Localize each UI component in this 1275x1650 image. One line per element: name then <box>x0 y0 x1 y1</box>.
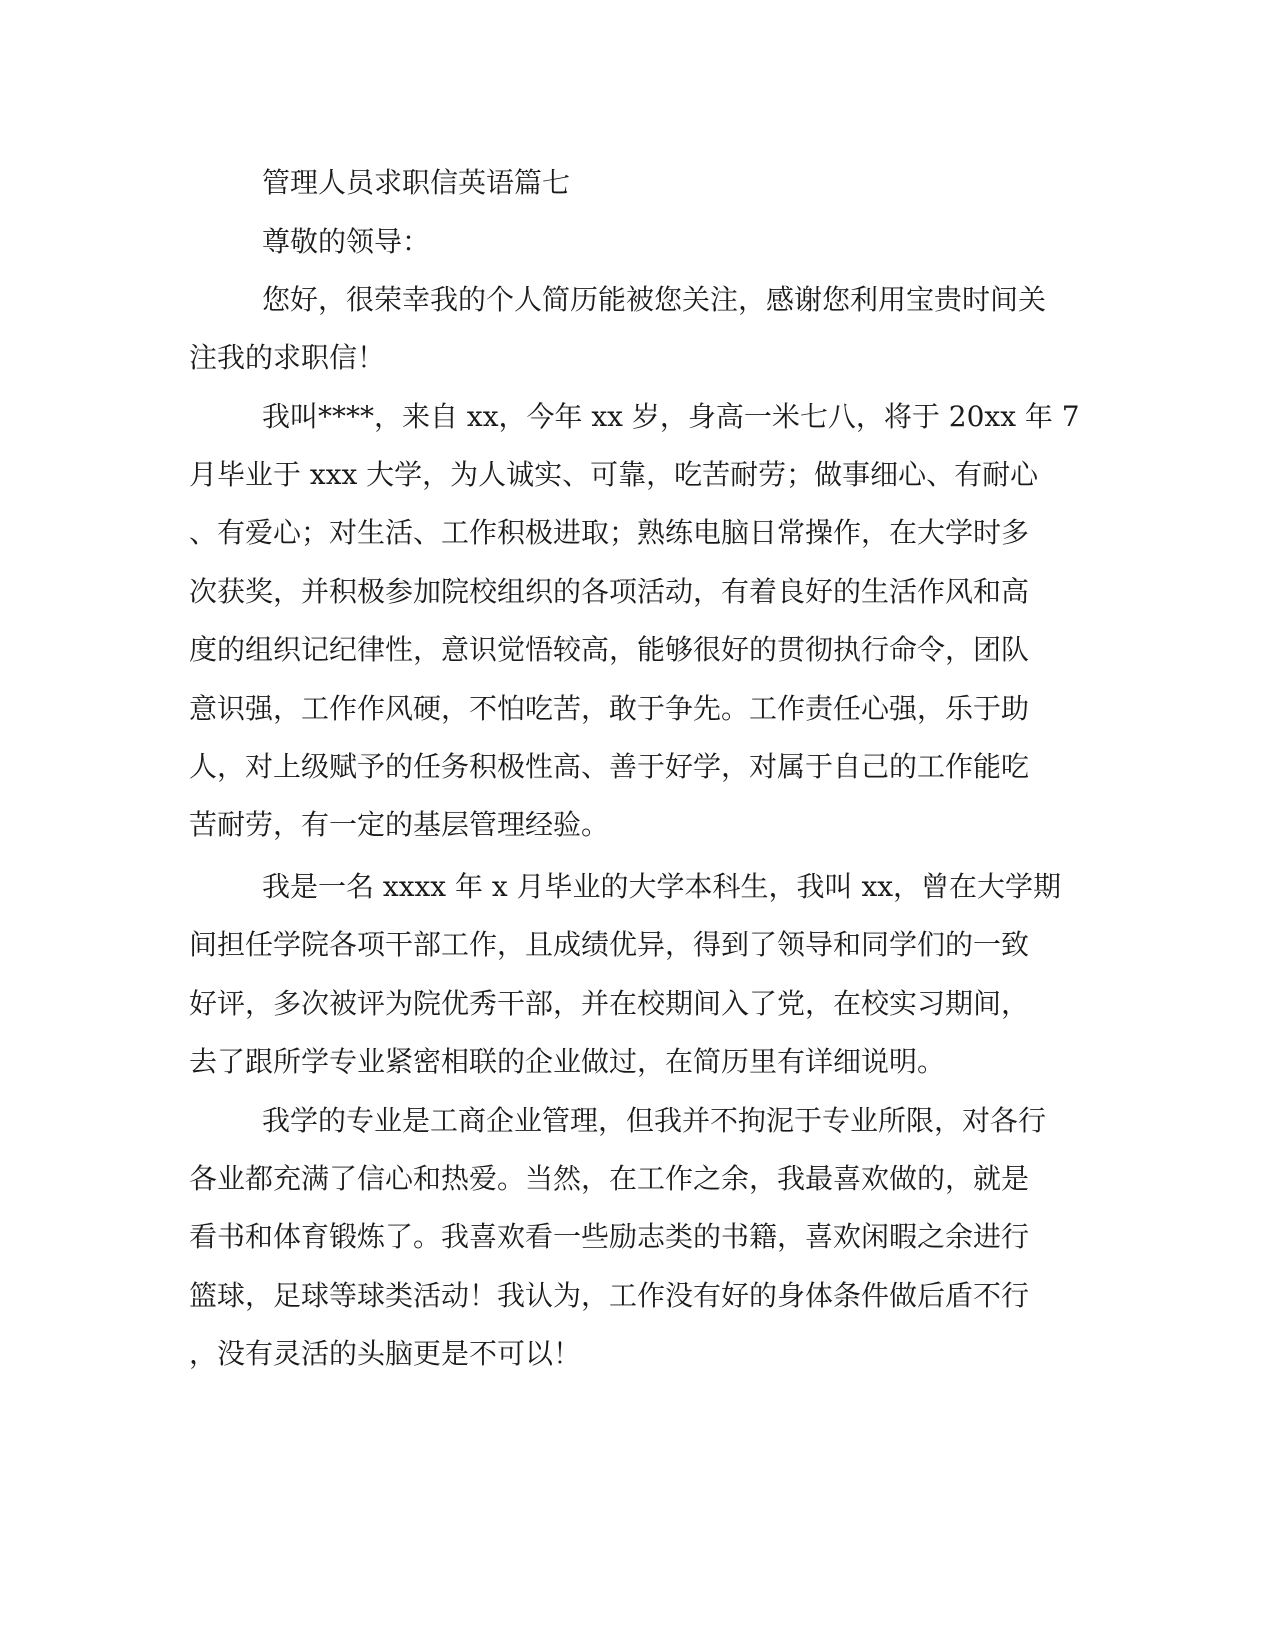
document-title: 管理人员求职信英语篇七 <box>262 166 571 199</box>
paragraph-line: 、有爱心；对生活、工作积极进取；熟练电脑日常操作，在大学时多 <box>189 516 1030 549</box>
paragraph-line: 看书和体育锻炼了。我喜欢看一些励志类的书籍，喜欢闲暇之余进行 <box>189 1220 1030 1253</box>
paragraph-line: 人，对上级赋予的任务积极性高、善于好学，对属于自己的工作能吃 <box>189 750 1030 783</box>
salutation: 尊敬的领导： <box>262 225 431 258</box>
paragraph-line: 好评，多次被评为院优秀干部，并在校期间入了党，在校实习期间， <box>189 987 1030 1020</box>
paragraph-line: 篮球，足球等球类活动！我认为，工作没有好的身体条件做后盾不行 <box>189 1279 1030 1312</box>
paragraph-line: 去了跟所学专业紧密相联的企业做过，在简历里有详细说明。 <box>189 1045 946 1078</box>
paragraph-line: 间担任学院各项干部工作，且成绩优异，得到了领导和同学们的一致 <box>189 928 1030 961</box>
paragraph-line: 次获奖，并积极参加院校组织的各项活动，有着良好的生活作风和高 <box>189 575 1030 608</box>
paragraph-line: 度的组织记纪律性，意识觉悟较高，能够很好的贯彻执行命令，团队 <box>189 633 1030 666</box>
paragraph-line: ，没有灵活的头脑更是不可以！ <box>189 1337 582 1370</box>
paragraph-line: 各业都充满了信心和热爱。当然，在工作之余，我最喜欢做的，就是 <box>189 1162 1030 1195</box>
paragraph-line: 您好，很荣幸我的个人简历能被您关注，感谢您利用宝贵时间关 <box>262 283 1047 316</box>
paragraph-line: 月毕业于 xxx 大学，为人诚实、可靠，吃苦耐劳；做事细心、有耐心 <box>189 458 1039 491</box>
paragraph-line: 我是一名 xxxx 年 x 月毕业的大学本科生，我叫 xx，曾在大学期 <box>262 870 1062 903</box>
paragraph-line: 苦耐劳，有一定的基层管理经验。 <box>189 808 610 841</box>
paragraph-line: 注我的求职信！ <box>189 341 386 374</box>
paragraph-line: 我叫****，来自 xx，今年 xx 岁，身高一米七八，将于 20xx 年 7 <box>262 400 1080 433</box>
paragraph-line: 意识强，工作作风硬，不怕吃苦，敢于争先。工作责任心强，乐于助 <box>189 692 1030 725</box>
paragraph-line: 我学的专业是工商企业管理，但我并不拘泥于专业所限，对各行 <box>262 1104 1047 1137</box>
